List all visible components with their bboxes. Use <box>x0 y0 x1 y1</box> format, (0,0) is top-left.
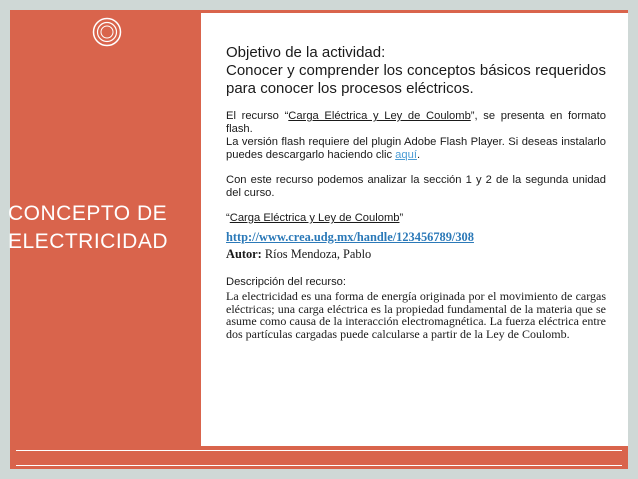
citation-title-link[interactable]: Carga Eléctrica y Ley de Coulomb <box>229 212 400 224</box>
objective-text: Conocer y comprender los conceptos básicos requeridos para conocer los procesos eléctricos. <box>226 62 606 97</box>
flash-text: La versión flash requiere del plugin Adobe Flash Player. Si deseas instalarlo puedes descargarlo haciendo clic <box>226 136 606 161</box>
citation-close-quote: ” <box>399 212 404 224</box>
resource-suffix: ”, se presenta en formato flash. <box>226 110 606 135</box>
circle-ornament-icon <box>92 17 122 47</box>
citation-url-line <box>226 229 606 245</box>
slide-title <box>8 200 198 256</box>
author-name: Ríos Mendoza, Pablo <box>261 247 372 261</box>
download-link[interactable]: aquí <box>395 149 417 161</box>
citation-title <box>226 212 606 225</box>
resource-paragraph <box>226 110 606 136</box>
citation-open-quote: “ <box>226 212 230 224</box>
description-label: Descripción del recurso: <box>226 276 347 288</box>
flash-end: . <box>416 149 421 161</box>
title-line-2: ELECTRICIDAD <box>8 230 169 253</box>
objective-label: Objetivo de la actividad: <box>226 44 386 61</box>
top-accent-stripe <box>10 10 628 13</box>
flash-paragraph <box>226 136 606 162</box>
author-label: Autor: <box>226 247 262 261</box>
description-text: La electricidad es una forma de energía originada por el movimiento de cargas eléctricas; una carga eléctrica es la propiedad fundamental de la materia que se asume como causa de la interacción electromagnética. La fuerza eléctrica entre dos partículas cargadas puede calcularse a partir de la Ley de Coulomb. <box>226 289 606 341</box>
citation-url-link[interactable]: http://www.crea.udg.mx/handle/123456789/308 <box>226 230 474 244</box>
title-line-1: CONCEPTO DE <box>8 202 168 225</box>
analysis-paragraph: Con este recurso podemos analizar la sección 1 y 2 de la segunda unidad del curso. <box>226 174 606 199</box>
resource-name-link[interactable]: Carga Eléctrica y Ley de Coulomb <box>288 110 471 122</box>
resource-prefix: El recurso “ <box>226 110 289 122</box>
slide-content <box>226 44 606 340</box>
bottom-decorative-lines <box>16 450 622 466</box>
author-line <box>226 247 606 262</box>
